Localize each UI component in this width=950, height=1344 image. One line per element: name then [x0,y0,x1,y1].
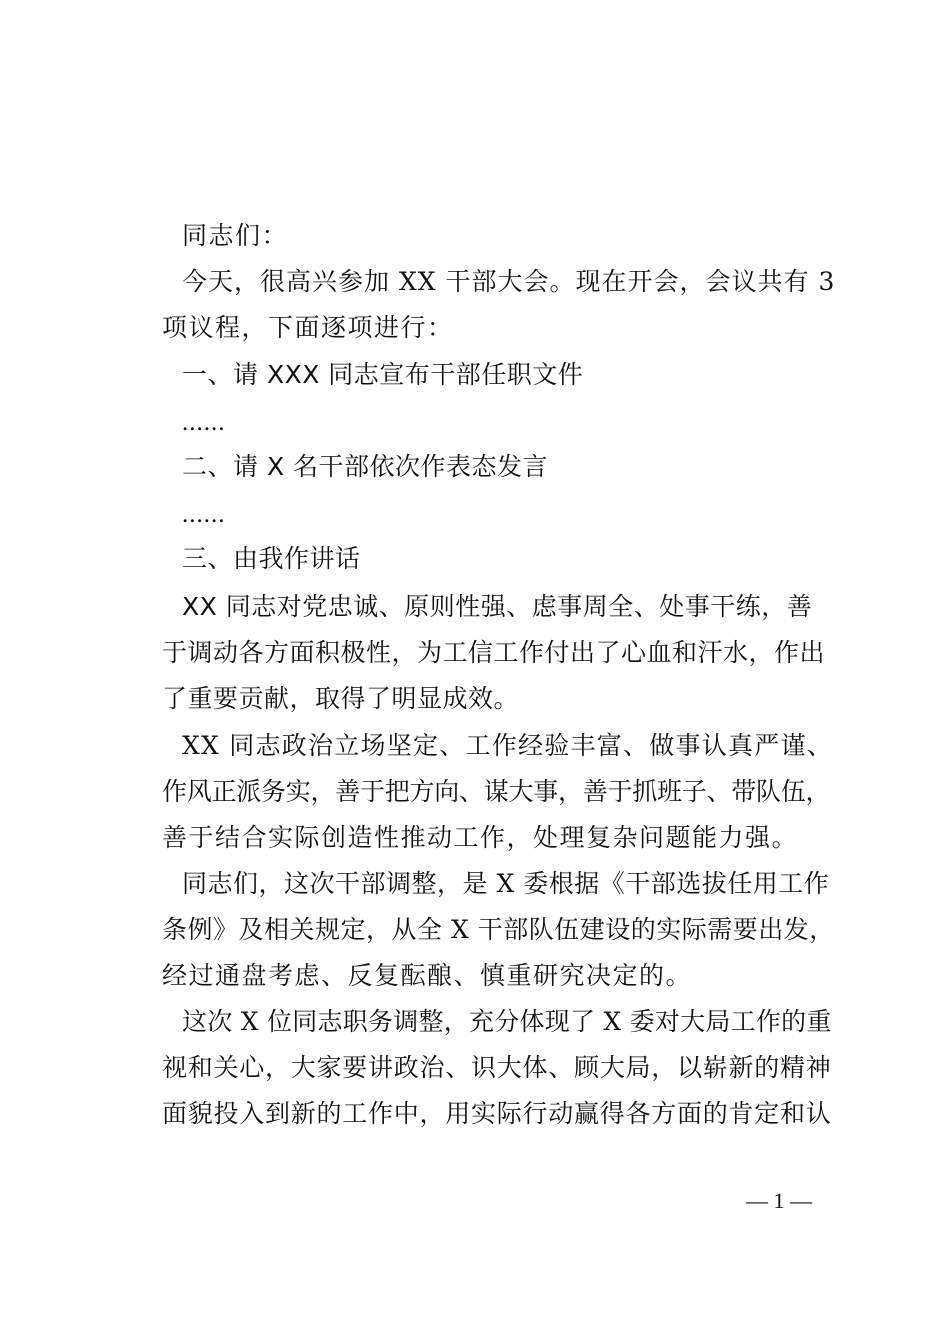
page-number: — 1 — [746,1188,812,1213]
paragraph-1-line-2: 于调动各方面积极性，为工信工作付出了心血和汗水，作出 [162,638,826,667]
opening-line-2: 项议程，下面逐项进行： [162,313,454,342]
opening-line-1: 今天，很高兴参加 XX 干部大会。现在开会，会议共有 3 [182,267,836,296]
paragraph-3-line-2: 条例》及相关规定，从全 X 干部队伍建设的实际需要出发， [162,915,835,944]
paragraph-4-line-2: 视和关心，大家要讲政治、识大体、顾大局，以崭新的精神 [162,1053,832,1082]
ellipsis-1: ...... [182,409,226,436]
salutation: 同志们： [182,221,289,250]
agenda-item-1: 一、请 XXX 同志宣布干部任职文件 [182,360,584,389]
paragraph-1-line-3: 了重要贡献，取得了明显成效。 [162,684,520,713]
ellipsis-2: ...... [182,501,226,528]
paragraph-2-line-2: 作风正派务实，善于把方向、谋大事，善于抓班子、带队伍， [162,777,831,806]
paragraph-1-line-1: XX 同志对党忠诚、原则性强、虑事周全、处事干练，善 [182,592,813,621]
paragraph-4-line-3: 面貌投入到新的工作中，用实际行动赢得各方面的肯定和认 [162,1099,832,1128]
agenda-item-2: 二、请 X 名干部依次作表态发言 [182,452,549,481]
paragraph-3-line-3: 经过通盘考虑、反复酝酿、慎重研究决定的。 [162,961,693,990]
agenda-item-3: 三、由我作讲话 [182,544,361,573]
paragraph-2-line-1: XX 同志政治立场坚定、工作经验丰富、做事认真严谨、 [182,731,834,760]
paragraph-4-line-1: 这次 X 位同志职务调整，充分体现了 X 委对大局工作的重 [182,1007,832,1036]
paragraph-3-line-1: 同志们，这次干部调整，是 X 委根据《干部选拔任用工作 [182,869,830,898]
paragraph-2-line-3: 善于结合实际创造性推动工作，处理复杂问题能力强。 [162,823,799,852]
